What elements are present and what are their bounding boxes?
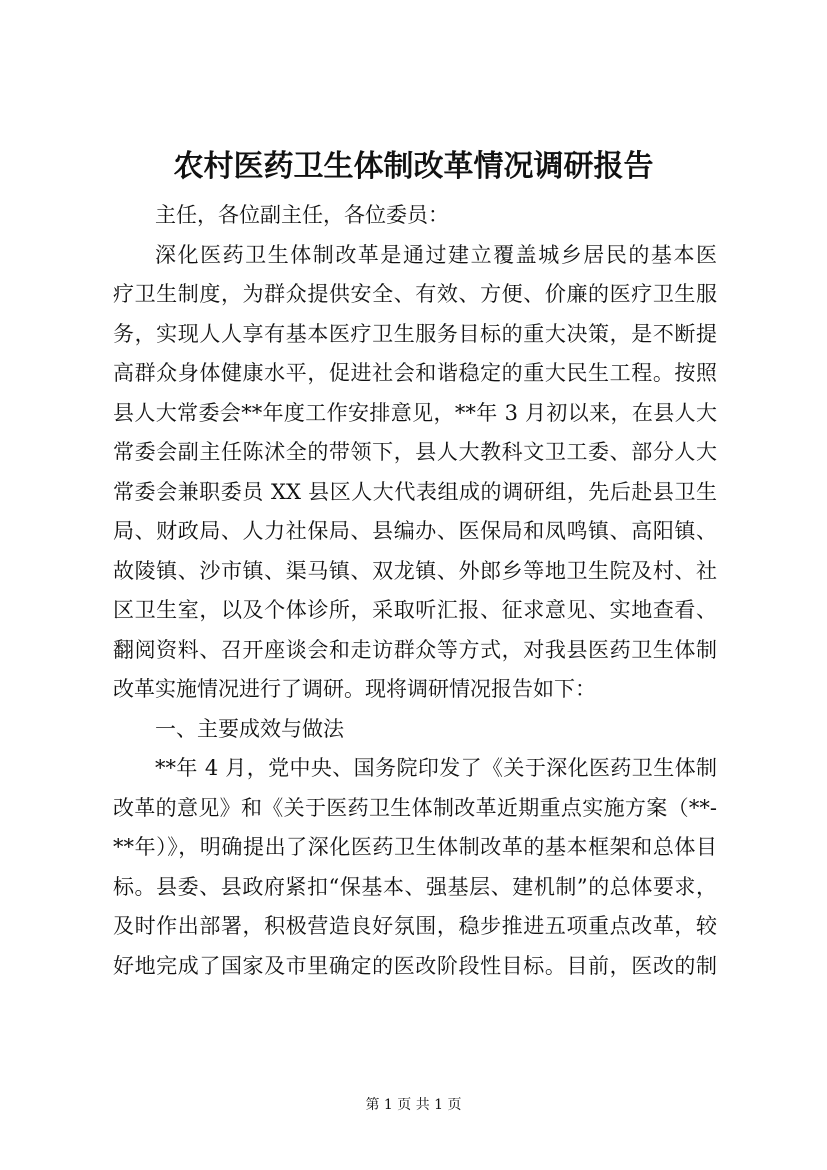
document-title: 农村医药卫生体制改革情况调研报告 xyxy=(173,149,654,184)
section-heading: 一、主要成效与做法 xyxy=(155,716,344,741)
paragraph-line: 务，实现人人享有基本医疗卫生服务目标的重大决策，是不断提 xyxy=(113,321,717,346)
paragraph-line: 及时作出部署，积极营造良好氛围，稳步推进五项重点改革，较 xyxy=(113,914,717,938)
paragraph-line: 常委会兼职委员 XX 县区人大代表组成的调研组，先后赴县卫生 xyxy=(113,479,717,504)
paragraph-line: 局、财政局、人力社保局、县编办、医保局和凤鸣镇、高阳镇、 xyxy=(113,519,717,543)
page-footer: 第 1 页 共 1 页 xyxy=(365,1097,462,1113)
paragraph-line: 县人大常委会**年度工作安排意见，**年 3 月初以来，在县人大 xyxy=(113,400,717,425)
paragraph-line: 常委会副主任陈沭全的带领下，县人大教科文卫工委、部分人大 xyxy=(113,440,717,464)
salutation: 主任，各位副主任，各位委员： xyxy=(155,203,449,227)
paragraph-line: 深化医药卫生体制改革是通过建立覆盖城乡居民的基本医 xyxy=(155,242,717,267)
paragraph-line: 翻阅资料、召开座谈会和走访群众等方式，对我县医药卫生体制 xyxy=(113,637,717,662)
paragraph-line: 改革的意见》和《关于医药卫生体制改革近期重点实施方案（**- xyxy=(113,795,717,820)
paragraph-line: 改革实施情况进行了调研。现将调研情况报告如下： xyxy=(113,677,596,701)
paragraph-line: **年 4 月，党中央、国务院印发了《关于深化医药卫生体制 xyxy=(155,756,717,780)
paragraph-line: **年）》，明确提出了深化医药卫生体制改革的基本框架和总体目 xyxy=(113,835,717,859)
paragraph-line: 高群众身体健康水平，促进社会和谐稳定的重大民生工程。按照 xyxy=(113,361,717,385)
paragraph-line: 疗卫生制度，为群众提供安全、有效、方便、价廉的医疗卫生服 xyxy=(113,282,717,306)
document-body xyxy=(113,196,717,986)
paragraph-line: 区卫生室，以及个体诊所，采取听汇报、征求意见、实地查看、 xyxy=(113,598,717,622)
paragraph-line: 好地完成了国家及市里确定的医改阶段性目标。目前，医改的制 xyxy=(113,953,717,978)
paragraph-line: 标。县委、县政府紧扣“保基本、强基层、建机制”的总体要求， xyxy=(113,874,717,899)
paragraph-line: 故陵镇、沙市镇、渠马镇、双龙镇、外郎乡等地卫生院及村、社 xyxy=(113,558,717,583)
